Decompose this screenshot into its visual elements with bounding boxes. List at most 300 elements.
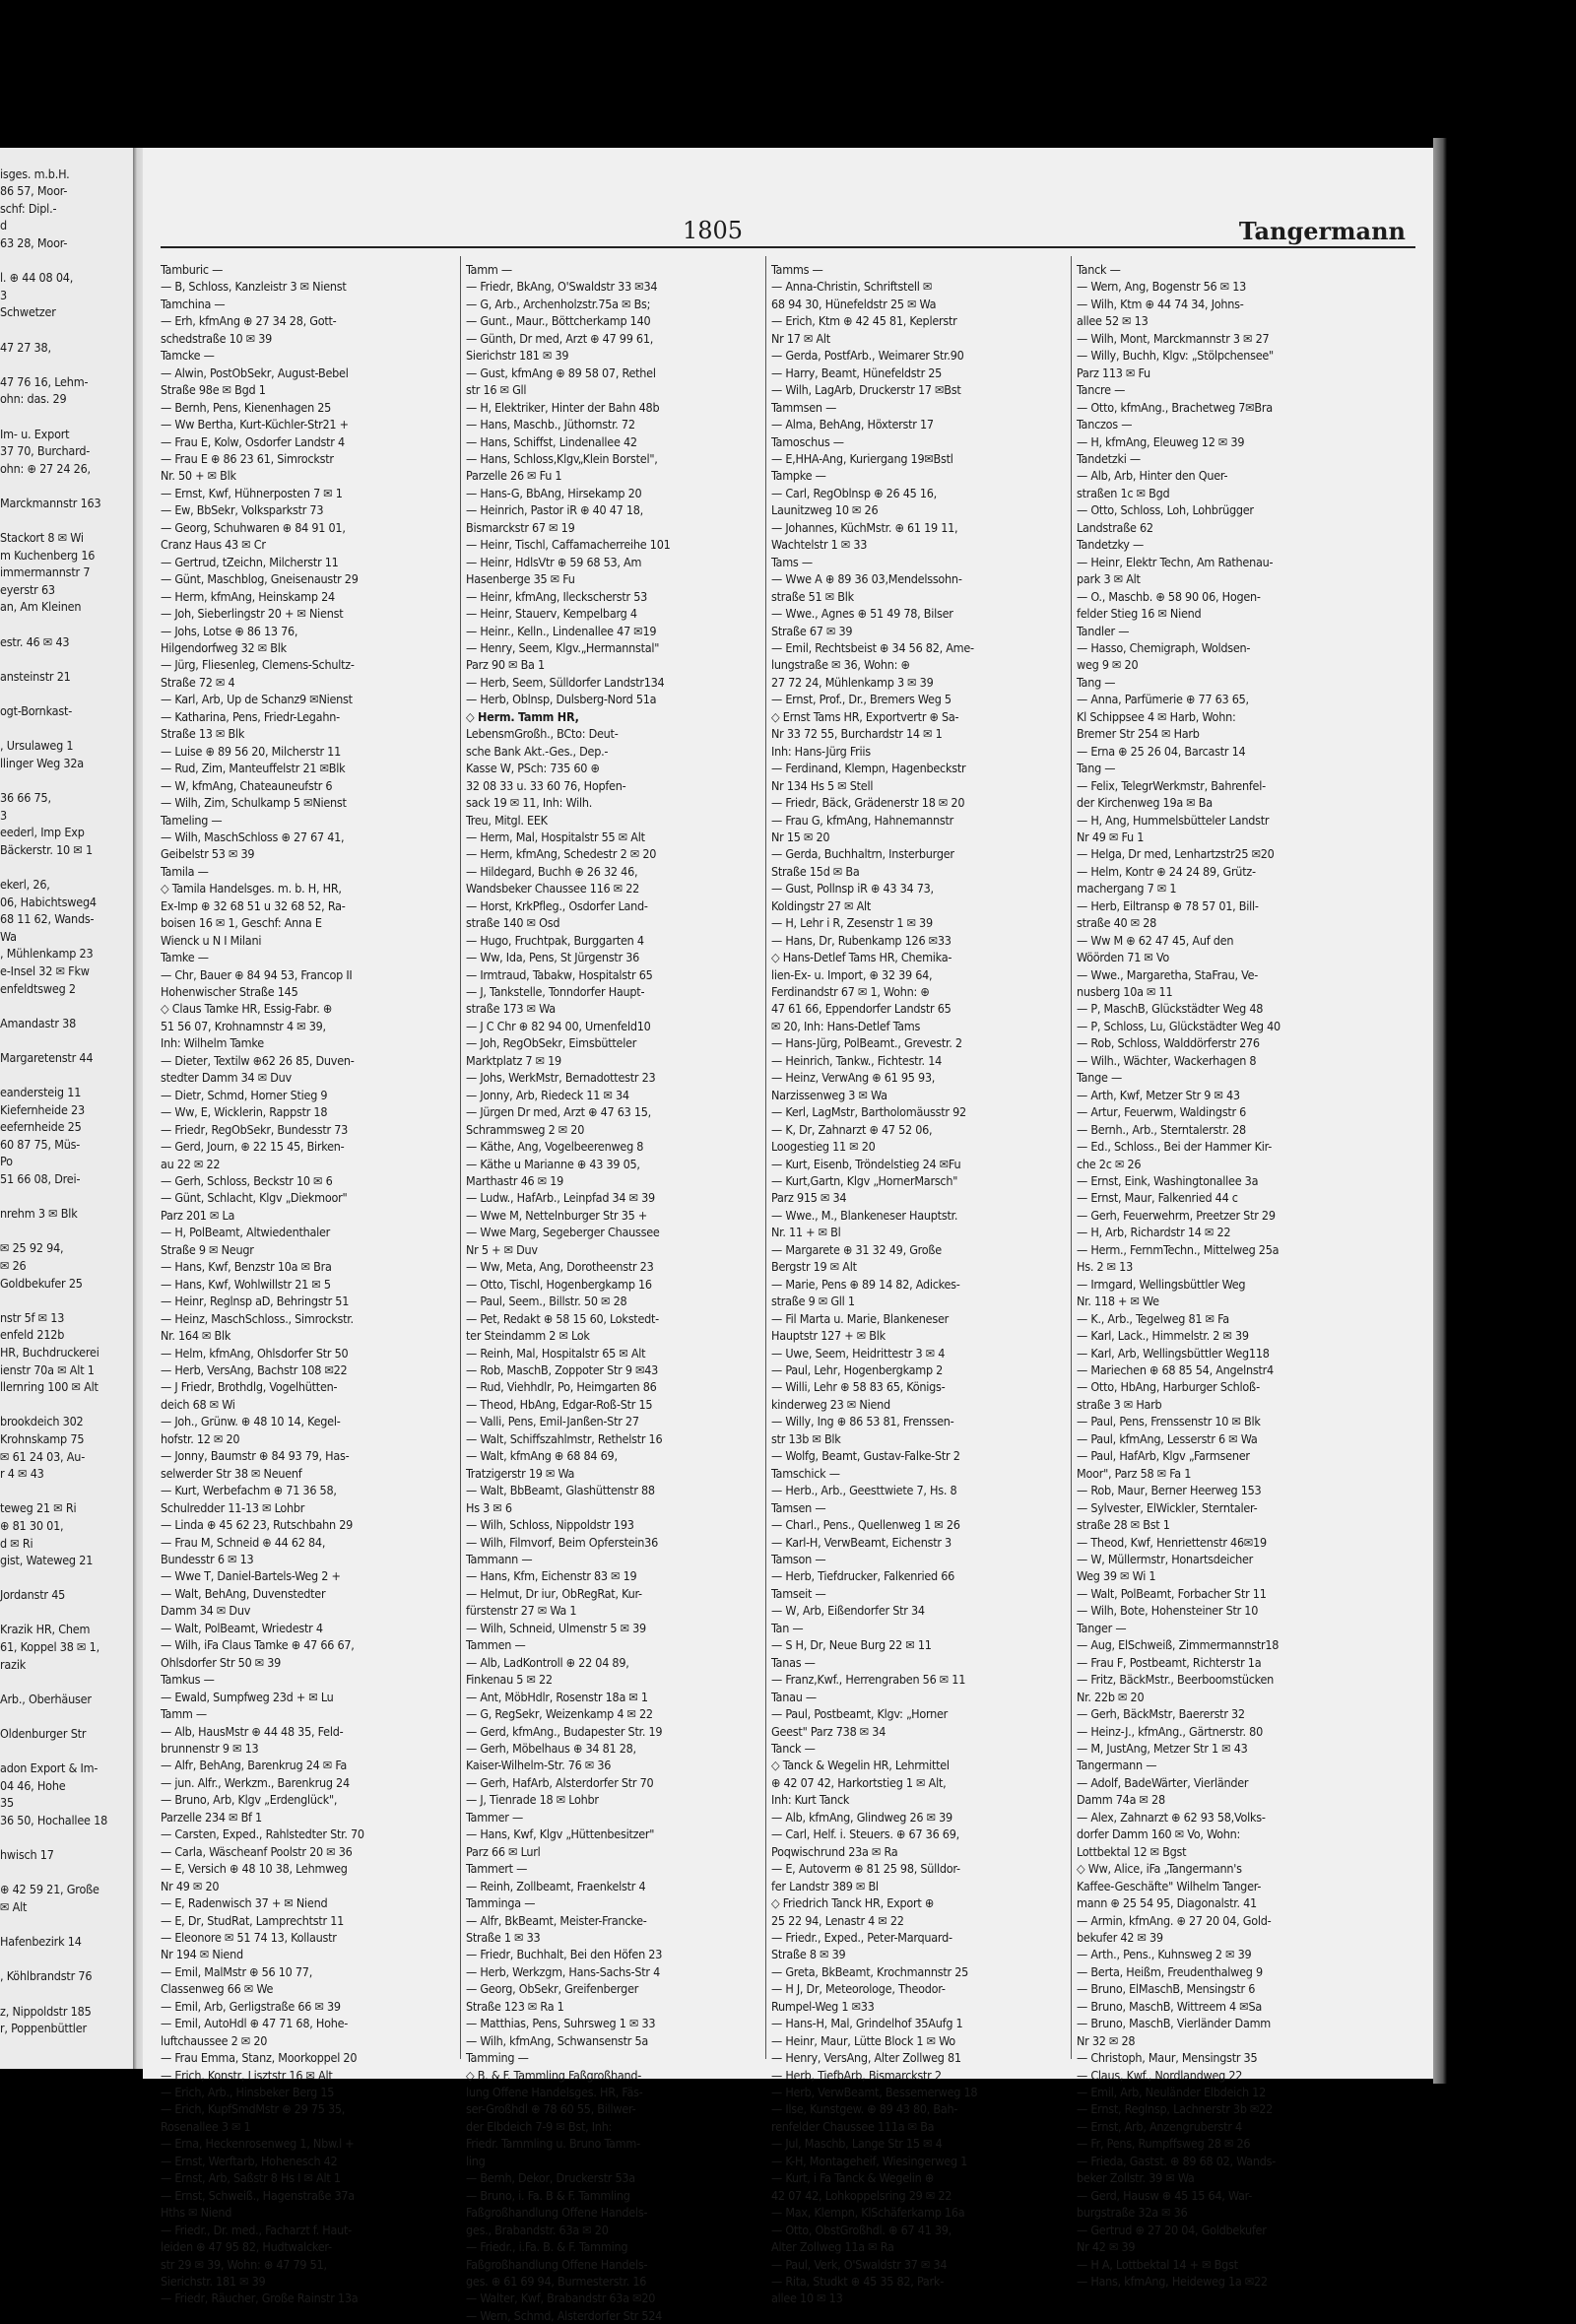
directory-entry: — O., Maschb. ⊕ 58 90 06, Hogen- (1077, 588, 1261, 604)
left-page-line (0, 1707, 133, 1725)
entry-continuation: Straße 67 ✉ 39 (771, 623, 853, 638)
directory-entry: — Walt, PolBeamt, Forbacher Str 11 (1077, 1585, 1267, 1601)
directory-entry: — Ewald, Sumpfweg 23d + ✉ Lu (161, 1689, 334, 1704)
directory-entry: — Artur, Feuerwm, Waldingstr 6 (1077, 1104, 1247, 1120)
entry-continuation: Nr 5 + ✉ Duv (466, 1241, 538, 1257)
entry-continuation: Nr. 50 + ✉ Blk (161, 468, 236, 484)
surname-heading: Tamming — (466, 2050, 529, 2066)
directory-entry: — J C Chr ⊕ 82 94 00, Urnenfeld10 (466, 1018, 651, 1033)
directory-entry: — Ant, MöbHdlr, Rosenstr 18a ✉ 1 (466, 1689, 648, 1704)
directory-entry: — Gerd, Journ, ⊕ 22 15 45, Birken- (161, 1139, 345, 1155)
directory-entry: — Irmgard, Wellingsbüttler Weg (1077, 1276, 1246, 1292)
directory-entry: — Uwe, Seem, Heidrittestr 3 ✉ 4 (771, 1345, 946, 1361)
directory-entry: — Gerh, HafArb, Alsterdorfer Str 70 (466, 1774, 654, 1790)
entry-continuation: Hohenwischer Straße 145 (161, 984, 298, 1000)
directory-entry: — Gerd, kfmAng., Budapester Str. 19 (466, 1723, 663, 1739)
entry-continuation: kinderweg 23 ✉ Niend (771, 1396, 890, 1412)
entry-continuation: Nr 33 72 55, Burchardstr 14 ✉ 1 (771, 726, 943, 742)
left-page-line: Oldenburger Str (0, 1726, 87, 1742)
directory-entry: — Heinr, Stauerv, Kempelbarg 4 (466, 606, 637, 622)
left-page-line (0, 858, 133, 876)
left-page-line: ✉ Alt (0, 1898, 28, 1914)
directory-entry: — Ww Bertha, Kurt-Küchler-Str21 + (161, 417, 349, 432)
directory-entry: — M, JustAng, Metzer Str 1 ✉ 43 (1077, 1740, 1248, 1756)
surname-heading: Tangermann — (1077, 1758, 1157, 1773)
entry-continuation: schedstraße 10 ✉ 39 (161, 330, 273, 346)
left-page-line: 60 87 75, Müs- (0, 1136, 81, 1152)
entry-continuation: Loogestieg 11 ✉ 20 (771, 1139, 876, 1155)
firm-entry: ◇ Tamila Handelsges. m. b. H, HR, (161, 881, 342, 896)
surname-heading: Tamoschus — (771, 433, 844, 449)
left-page-line: razik (0, 1656, 27, 1672)
directory-entry: — Alma, BehAng, Höxterstr 17 (771, 417, 934, 432)
surname-heading: Tandetzky — (1077, 537, 1144, 553)
surname-heading: Tammert — (466, 1861, 528, 1877)
entry-continuation: der Kirchenweg 19a ✉ Ba (1077, 795, 1213, 811)
entry-continuation: Cranz Haus 43 ✉ Cr (161, 537, 266, 553)
directory-entry: — Günt, Schlacht, Klgv „Diekmoor" (161, 1190, 348, 1206)
directory-entry: — Heinz-J., kfmAng., Gärtnerstr. 80 (1077, 1723, 1263, 1739)
directory-entry: — Wilh, Filmvorf, Beim Opferstein36 (466, 1534, 658, 1550)
entry-continuation: Weg 39 ✉ Wi 1 (1077, 1568, 1156, 1584)
directory-entry: — Wwe., Agnes ⊕ 51 49 78, Bilser (771, 606, 953, 622)
directory-entry: — Ernst, Kwf, Hühnerposten 7 ✉ 1 (161, 485, 343, 500)
entry-continuation: LebensmGroßh., BCto: Deut- (466, 726, 619, 742)
directory-entry: — Heinr, Elektr Techn, Am Rathenau- (1077, 554, 1274, 569)
entry-continuation: lung Offene Handelsges. HR, Fäs- (466, 2085, 643, 2100)
entry-continuation: Friedr. Tammling u. Bruno Tamm- (466, 2136, 640, 2152)
directory-entry: — Ernst, Maur, Falkenried 44 c (1077, 1190, 1238, 1206)
directory-entry: — Walter, Kwf, Brabandstr 63a ✉20 (466, 2291, 656, 2306)
surname-heading: Tamm — (466, 262, 512, 277)
directory-entry: — Anna, Parfümerie ⊕ 77 63 65, (1077, 692, 1249, 707)
left-page-line: r, Poppenbüttler (0, 2021, 87, 2036)
directory-entry: — Rud, Viehhdlr, Po, Heimgarten 86 (466, 1379, 657, 1395)
left-page-line: ogt-Bornkast- (0, 703, 73, 718)
entry-continuation: Wöörden 71 ✉ Vo (1077, 950, 1170, 965)
left-page-line: schf: Dipl.- (0, 200, 57, 216)
directory-entry: — Hans, Kwf, Wohlwillstr 21 ✉ 5 (161, 1276, 331, 1292)
left-page-line (0, 1916, 133, 1934)
directory-entry: — Emil, Arb, Neuländer Elbdeich 12 (1077, 2085, 1266, 2100)
entry-continuation: 25 22 94, Lenastr 4 ✉ 22 (771, 1912, 904, 1928)
directory-entry: — H, kfmAng, Eleuweg 12 ✉ 39 (1077, 433, 1245, 449)
firm-entry: ◇ Claus Tamke HR, Essig-Fabr. ⊕ (161, 1001, 333, 1017)
directory-entry: — Paul, Seem., Billstr. 50 ✉ 28 (466, 1294, 627, 1309)
directory-entry: — Heinr, Reglnsp aD, Behringstr 51 (161, 1294, 350, 1309)
directory-entry: — Emil, Rechtsbeist ⊕ 34 56 82, Ame- (771, 639, 974, 655)
directory-entry: — Felix, TelegrWerkmstr, Bahrenfel- (1077, 777, 1266, 793)
directory-entry: — Alb, kfmAng, Glindweg 26 ✉ 39 (771, 1809, 952, 1825)
entry-continuation: beker Zollstr. 39 ✉ Wa (1077, 2170, 1195, 2186)
entry-continuation: Straße 13 ✉ Blk (161, 726, 245, 742)
left-page-line: ⊕ 81 30 01, (0, 1517, 64, 1533)
directory-entry: — Erich, Arb., Hinsbeker Berg 15 (161, 2085, 335, 2100)
directory-entry: — Wilh, LagArb, Druckerstr 17 ✉Bst (771, 382, 961, 398)
entry-continuation: Schrammsweg 2 ✉ 20 (466, 1121, 585, 1137)
directory-entry: — jun. Alfr., Werkzm., Barenkrug 24 (161, 1774, 350, 1790)
directory-entry: — Erich, KupfSmdMstr ⊕ 29 75 35, (161, 2101, 346, 2117)
directory-entry: — H, PolBeamt, Altwiedenthaler (161, 1225, 331, 1240)
left-page-line: Po (0, 1154, 13, 1169)
directory-entry: — Bernh, Pens, Kienenhagen 25 (161, 399, 332, 415)
directory-column-3 (771, 261, 1065, 2306)
directory-entry: — Friedr., i.Fa. B. & F. Tamming (466, 2239, 628, 2255)
directory-entry: — Friedr, RegObSekr, Bundesstr 73 (161, 1121, 348, 1137)
surname-heading: Tandetzki — (1077, 450, 1141, 466)
surname-heading: Tams — (771, 554, 813, 569)
directory-entry: — Adolf, BadeWärter, Vierländer (1077, 1774, 1249, 1790)
directory-entry: — Berta, Heißm, Freudenthalweg 9 (1077, 1963, 1263, 1979)
directory-entry: — W, Arb, Eißendorfer Str 34 (771, 1603, 925, 1619)
entry-continuation: fürstenstr 27 ✉ Wa 1 (466, 1603, 577, 1619)
surname-heading: Tamminga — (466, 1895, 536, 1911)
directory-entry: — Max, Klempn, KlSchäferkamp 16a (771, 2205, 965, 2221)
entry-continuation: allee 52 ✉ 13 (1077, 313, 1149, 329)
directory-entry: — Gertrud ⊕ 27 20 04, Goldbekufer (1077, 2222, 1267, 2237)
directory-entry: — Alfr, BkBeamt, Meister-Francke- (466, 1912, 647, 1928)
left-page-line (0, 1188, 133, 1206)
entry-continuation: Nr 15 ✉ 20 (771, 829, 830, 844)
directory-entry: — Theod, HbAng, Edgar-Roß-Str 15 (466, 1396, 653, 1412)
directory-entry: — P, MaschB, Glückstädter Weg 48 (1077, 1001, 1264, 1017)
directory-entry: — Gerda, PostfArb., Weimarer Str.90 (771, 348, 964, 364)
entry-continuation: Nr 32 ✉ 28 (1077, 2032, 1136, 2048)
left-page-line: Wa (0, 928, 17, 944)
directory-entry: — Fr, Pens, Rumpffsweg 28 ✉ 26 (1077, 2136, 1251, 2152)
entry-continuation: Hs. 2 ✉ 13 (1077, 1259, 1133, 1275)
left-page-line: teweg 21 ✉ Ri (0, 1500, 77, 1516)
entry-continuation: straße 40 ✉ 28 (1077, 915, 1157, 931)
entry-continuation: sche Bank Akt.-Ges., Dep.- (466, 743, 609, 759)
left-page-line: Amandastr 38 (0, 1015, 77, 1030)
left-page-line: llernring 100 ✉ Alt (0, 1379, 98, 1395)
left-page-line (0, 511, 133, 529)
entry-continuation: Hilgendorfweg 32 ✉ Blk (161, 639, 287, 655)
directory-entry: — Wilh, Mont, Marckmannstr 3 ✉ 27 (1077, 330, 1270, 346)
directory-entry: — Marie, Pens ⊕ 89 14 82, Adickes- (771, 1276, 960, 1292)
directory-entry: — Franz,Kwf., Herrengraben 56 ✉ 11 (771, 1672, 966, 1688)
directory-entry: — Charl., Pens., Quellenweg 1 ✉ 26 (771, 1517, 960, 1533)
left-page-line: Goldbekufer 25 (0, 1275, 83, 1291)
entry-continuation: Hauptstr 127 + ✉ Blk (771, 1328, 886, 1344)
surname-heading: Tang — (1077, 761, 1116, 776)
directory-entry: — Reinh, Mal, Hospitalstr 65 ✉ Alt (466, 1345, 646, 1361)
directory-entry: — Heinz, MaschSchloss., Simrockstr. (161, 1310, 354, 1326)
entry-continuation: Hths ✉ Niend (161, 2205, 232, 2221)
directory-entry: — Käthe, Ang, Vogelbeerenweg 8 (466, 1139, 644, 1155)
directory-entry: — Ernst, Werftarb, Hohenesch 42 (161, 2153, 338, 2168)
firm-entry: ◇ Ernst Tams HR, Exportvertr ⊕ Sa- (771, 708, 959, 724)
left-page-line: 86 57, Moor- (0, 183, 68, 199)
directory-entry: — Walt, BehAng, Duvenstedter (161, 1585, 326, 1601)
entry-continuation: Parz 66 ✉ Lurl (466, 1843, 541, 1859)
directory-entry: — Herm, Mal, Hospitalstr 55 ✉ Alt (466, 829, 645, 844)
entry-continuation: Nr. 11 + ✉ Bl (771, 1225, 841, 1240)
directory-entry: — Heinrich, Tankw., Fichtestr. 14 (771, 1052, 943, 1068)
directory-entry: — Jürg, Fliesenleg, Clemens-Schultz- (161, 657, 355, 673)
directory-entry: — Anna-Christin, Schriftstell ✉ (771, 279, 933, 295)
directory-entry: — Theod, Kwf, Henriettenstr 46✉19 (1077, 1534, 1267, 1550)
directory-entry: — Joh, Sieberlingstr 20 + ✉ Nienst (161, 606, 344, 622)
entry-continuation: Kl Schippsee 4 ✉ Harb, Wohn: (1077, 708, 1236, 724)
left-page-line: , Köhlbrandstr 76 (0, 1968, 93, 1984)
entry-continuation: Sierichstr. 181 ✉ 39 (161, 2274, 266, 2290)
directory-entry: — Karl, Arb, Wellingsbüttler Weg118 (1077, 1345, 1270, 1361)
directory-entry: — Jul, Maschb, Lange Str 15 ✉ 4 (771, 2136, 943, 2152)
left-page-line: Stackort 8 ✉ Wi (0, 530, 84, 546)
left-page-line: r 4 ✉ 43 (0, 1466, 44, 1482)
entry-continuation: brunnenstr 9 ✉ 13 (161, 1740, 259, 1756)
surname-heading: Tamchina — (161, 296, 226, 311)
left-page-line: Bäckerstr. 10 ✉ 1 (0, 841, 93, 857)
directory-entry: — Alex, Zahnarzt ⊕ 62 93 58,Volks- (1077, 1809, 1266, 1825)
directory-entry: — Frau M, Schneid ⊕ 44 62 84, (161, 1534, 326, 1550)
left-page-line (0, 1569, 133, 1587)
left-page-line: eandersteig 11 (0, 1085, 82, 1100)
left-page-line (0, 1223, 133, 1240)
surname-heading: Tamseit — (771, 1585, 826, 1601)
directory-entry: — Kurt,Gartn, Klgv „HornerMarsch" (771, 1173, 958, 1189)
entry-continuation: ter Steindamm 2 ✉ Lok (466, 1328, 590, 1344)
left-page-line (0, 1673, 133, 1691)
left-page-line: enfeldtsweg 2 (0, 980, 76, 996)
entry-continuation: Straße 98e ✉ Bgd 1 (161, 382, 266, 398)
surname-heading: Tang — (1077, 674, 1116, 690)
directory-entry: — Erich, Konstr, Lisztstr 16 ✉ Alt (161, 2067, 333, 2083)
directory-entry: — Heinz, VerwAng ⊕ 61 95 93, (771, 1070, 936, 1086)
entry-continuation: Nr 49 ✉ Fu 1 (1077, 829, 1145, 844)
entry-continuation: Nr 49 ✉ 20 (161, 1878, 220, 1893)
directory-entry: — Mariechen ⊕ 68 85 54, Angelnstr4 (1077, 1362, 1274, 1377)
directory-entry: — Heinr, kfmAng, Ileckscherstr 53 (466, 588, 648, 604)
directory-entry: — Alwin, PostObSekr, August-Bebel (161, 365, 349, 380)
directory-entry: — Johannes, KüchMstr. ⊕ 61 19 11, (771, 519, 958, 535)
left-page-line: 36 66 75, (0, 789, 51, 805)
directory-entry: — Wwe M, Nettelnburger Str 35 + (466, 1207, 648, 1223)
surname-heading: Tameling — (161, 812, 223, 828)
entry-continuation: Parz 915 ✉ 34 (771, 1190, 847, 1206)
entry-continuation: allee 10 ✉ 13 (771, 2291, 843, 2306)
directory-entry: — Ernst, Eink, Washingtonallee 3a (1077, 1173, 1259, 1189)
directory-entry: — Gerh, Feuerwehrm, Preetzer Str 29 (1077, 1207, 1276, 1223)
entry-continuation: Damm 34 ✉ Duv (161, 1603, 251, 1619)
left-page-line: 35 (0, 1795, 14, 1811)
directory-entry: — Wilh, kfmAng, Schwansenstr 5a (466, 2032, 649, 2048)
directory-entry: — Bruno, i. Fa. B & F. Tammling (466, 2187, 630, 2203)
directory-entry: — Herb, Oblnsp, Dulsberg-Nord 51a (466, 692, 657, 707)
directory-entry: — Ww, Meta, Ang, Dorotheenstr 23 (466, 1259, 654, 1275)
entry-continuation: burgstraße 32a ✉ 36 (1077, 2205, 1188, 2221)
directory-entry: — Gerda, Buchhaltrn, Insterburger (771, 846, 954, 862)
entry-continuation: Straße 8 ✉ 39 (771, 1947, 846, 1962)
surname-heading: Tanck — (771, 1740, 816, 1756)
directory-entry: — Rob, Maur, Berner Heerweg 153 (1077, 1483, 1262, 1498)
directory-entry: — Joh., Grünw. ⊕ 48 10 14, Kegel- (161, 1414, 341, 1429)
directory-entry: — Alb, LadKontroll ⊕ 22 04 89, (466, 1654, 629, 1670)
directory-entry: — Willy, Ing ⊕ 86 53 81, Frenssen- (771, 1414, 954, 1429)
directory-entry: — Irmtraud, Tabakw, Hospitalstr 65 (466, 966, 653, 982)
surname-heading: Tamsen — (771, 1499, 826, 1515)
left-page-line (0, 321, 133, 339)
directory-entry: — Ed., Schloss., Bei der Hammer Kir- (1077, 1139, 1273, 1155)
directory-entry: — Claus, Kwf., Nordlandweg 22 (1077, 2067, 1243, 2083)
directory-entry: — Paul, Lehr, Hogenbergkamp 2 (771, 1362, 944, 1377)
directory-entry: — Kurt, Eisenb, Tröndelstieg 24 ✉Fu (771, 1156, 961, 1171)
left-page-line: Marckmannstr 163 (0, 495, 101, 510)
directory-entry: — Hans-H, Mal, Grindelhof 35Aufg 1 (771, 2016, 963, 2031)
directory-entry: — Kurt, Werbefachm ⊕ 71 36 58, (161, 1483, 337, 1498)
surname-heading: Tammen — (466, 1637, 526, 1653)
left-page-line: Margaretenstr 44 (0, 1049, 94, 1065)
directory-entry: — K., Arb., Tegelweg 81 ✉ Fa (1077, 1310, 1229, 1326)
directory-entry: — Frau E, Kolw, Osdorfer Landstr 4 (161, 433, 345, 449)
firm-entry: ◇ Hans-Detlef Tams HR, Chemika- (771, 950, 952, 965)
directory-entry: — Willi, Lehr ⊕ 58 83 65, Königs- (771, 1379, 946, 1395)
entry-continuation: Wienck u N I Milani (161, 932, 262, 948)
firm-entry: ◇ Ww, Alice, iFa „Tangermann's (1077, 1861, 1242, 1877)
left-page-line (0, 477, 133, 495)
entry-continuation: straße 28 ✉ Bst 1 (1077, 1517, 1170, 1533)
directory-entry: — Helm, Kontr ⊕ 24 24 89, Grütz- (1077, 863, 1256, 879)
entry-continuation: au 22 ✉ 22 (161, 1156, 221, 1171)
left-page-line (0, 1604, 133, 1622)
directory-entry: — Arth., Pens., Kuhnsweg 2 ✉ 39 (1077, 1947, 1252, 1962)
directory-entry: — Wwe., Margaretha, StaFrau, Ve- (1077, 966, 1259, 982)
directory-entry: — Margarete ⊕ 31 32 49, Große (771, 1241, 942, 1257)
left-page-line: ✉ 25 92 94, (0, 1240, 64, 1256)
entry-continuation: Straße 1 ✉ 33 (466, 1929, 541, 1945)
directory-entry: — Friedr, Räucher, Große Rainstr 13a (161, 2291, 359, 2306)
entry-continuation: bekufer 42 ✉ 39 (1077, 1929, 1163, 1945)
entry-continuation: Poqwischrund 23a ✉ Ra (771, 1843, 898, 1859)
surname-heading: Tange — (1077, 1070, 1122, 1086)
directory-entry: — Alb, HausMstr ⊕ 44 48 35, Feld- (161, 1723, 344, 1739)
left-page-line (0, 650, 133, 668)
entry-continuation: park 3 ✉ Alt (1077, 571, 1141, 587)
directory-entry: — Wilh, Ktm ⊕ 44 74 34, Johns- (1077, 296, 1244, 311)
left-page-line: enfeld 212b (0, 1327, 65, 1343)
firm-entry: ◇ B. & F. Tammling Faßgroßhand- (466, 2067, 642, 2083)
directory-entry: — Jürgen Dr med, Arzt ⊕ 47 63 15, (466, 1104, 652, 1120)
directory-entry: — Christoph, Maur, Mensingstr 35 (1077, 2050, 1258, 2066)
entry-continuation: lungstraße ✉ 36, Wohn: ⊕ (771, 657, 910, 673)
left-page-line (0, 1292, 133, 1309)
left-page-line: estr. 46 ✉ 43 (0, 633, 70, 649)
directory-entry: — Hans, Schloss,Klgv„Klein Borstel", (466, 450, 658, 466)
entry-continuation: boisen 16 ✉ 1, Geschf: Anna E (161, 915, 322, 931)
directory-entry: — E,HHA-Ang, Kuriergang 19✉Bstl (771, 450, 953, 466)
entry-continuation: Marthastr 46 ✉ 19 (466, 1173, 564, 1189)
surname-heading: Tammsen — (771, 399, 837, 415)
entry-continuation: straßen 1c ✉ Bgd (1077, 485, 1170, 500)
directory-entry: — Reinh, Zollbeamt, Fraenkelstr 4 (466, 1878, 646, 1893)
directory-entry: — Erna ⊕ 25 26 04, Barcastr 14 (1077, 743, 1246, 759)
left-page-line: eyerstr 63 (0, 581, 55, 597)
book-gutter (133, 148, 143, 2069)
directory-entry: — Frieda, Gastst. ⊕ 89 68 02, Wands- (1077, 2153, 1277, 2168)
directory-entry: — Alfr, BehAng, Barenkrug 24 ✉ Fa (161, 1758, 348, 1773)
directory-entry: — Chr, Bauer ⊕ 84 94 53, Francop II (161, 966, 353, 982)
entry-continuation: felder Stieg 16 ✉ Niend (1077, 606, 1202, 622)
left-page-line: eefernheide 25 (0, 1119, 82, 1135)
directory-entry: — Aug, ElSchweiß, Zimmermannstr18 (1077, 1637, 1280, 1653)
directory-entry: — Walt, kfmAng ⊕ 68 84 69, (466, 1448, 618, 1464)
entry-continuation: Straße 9 ✉ Neugr (161, 1241, 254, 1257)
entry-continuation: deich 68 ✉ Wi (161, 1396, 235, 1412)
left-page-line (0, 997, 133, 1015)
entry-continuation: lien-Ex- u. Import, ⊕ 32 39 64, (771, 966, 933, 982)
left-page-line: ⊕ 42 59 21, Große (0, 1882, 99, 1897)
directory-entry: — Ww M ⊕ 62 47 45, Auf den (1077, 932, 1234, 948)
entry-continuation: Landstraße 62 (1077, 519, 1153, 535)
directory-entry: — Greta, BkBeamt, Krochmannstr 25 (771, 1963, 969, 1979)
surname-heading: Tan — (771, 1620, 804, 1635)
entry-continuation: Hasenberge 35 ✉ Fu (466, 571, 575, 587)
directory-entry: — Dietr, Schmd, Horner Stieg 9 (161, 1087, 328, 1102)
left-page-line: gist, Wateweg 21 (0, 1553, 94, 1568)
entry-continuation: Straße 15d ✉ Ba (771, 863, 860, 879)
left-page-line: 47 27 38, (0, 339, 51, 355)
directory-entry: — Fritz, BäckMstr., Beerboomstücken (1077, 1672, 1275, 1688)
entry-continuation: ser-Großhdl ⊕ 78 60 55, Billwer- (466, 2101, 636, 2117)
entry-continuation: Parz 113 ✉ Fu (1077, 365, 1150, 380)
entry-continuation: Bismarckstr 67 ✉ 19 (466, 519, 575, 535)
surname-heading: Tandler — (1077, 623, 1130, 638)
directory-entry: — Ww, Ida, Pens, St Jürgenstr 36 (466, 950, 640, 965)
entry-continuation: Ferdinandstr 67 ✉ 1, Wohn: ⊕ (771, 984, 930, 1000)
directory-entry: — Otto, kfmAng., Brachetweg 7✉Bra (1077, 399, 1273, 415)
left-page-line: e-Insel 32 ✉ Fkw (0, 963, 90, 978)
directory-entry: — Ferdinand, Klempn, Hagenbeckstr (771, 761, 966, 776)
left-page-line (0, 616, 133, 633)
directory-entry: — Ernst, Schweiß., Hagenstraße 37a (161, 2187, 355, 2203)
surname-heading: Tanczos — (1077, 417, 1133, 432)
directory-entry: — Willy, Buchh, Klgv: „Stölpchensee" (1077, 348, 1274, 364)
directory-entry: — Carl, Helf. i. Steuers. ⊕ 67 36 69, (771, 1826, 959, 1842)
directory-entry: — Kurt, i Fa Tanck & Wegelin ⊕ (771, 2170, 935, 2186)
directory-entry: — Rud, Zim, Manteuffelstr 21 ✉Blk (161, 761, 346, 776)
directory-entry: — Hans, Kwf, Klgv „Hüttenbesitzer" (466, 1826, 655, 1842)
left-page-line: 3 (0, 807, 7, 823)
left-page-line: ohn: ⊕ 27 24 26, (0, 460, 91, 476)
directory-entry: — Heinr., Kelln., Lindenallee 47 ✉19 (466, 623, 657, 638)
directory-entry: — Walt, PolBeamt, Wriedestr 4 (161, 1620, 323, 1635)
entry-continuation: Parz 90 ✉ Ba 1 (466, 657, 545, 673)
directory-entry: — Walt, BbBeamt, Glashüttenstr 88 (466, 1483, 655, 1498)
entry-continuation: Moor", Parz 58 ✉ Fa 1 (1077, 1465, 1192, 1481)
entry-continuation: Finkenau 5 ✉ 22 (466, 1672, 553, 1688)
entry-continuation: Koldingstr 27 ✉ Alt (771, 897, 872, 913)
left-page-line: l. ⊕ 44 08 04, (0, 270, 74, 286)
entry-continuation: sack 19 ✉ 11, Inh: Wilh. (466, 795, 593, 811)
directory-entry: — E, Radenwisch 37 + ✉ Niend (161, 1895, 328, 1911)
entry-continuation: Ohlsdorfer Str 50 ✉ 39 (161, 1654, 282, 1670)
entry-continuation: Nr 17 ✉ Alt (771, 330, 830, 346)
directory-entry: — Harry, Beamt, Hünefeldstr 25 (771, 365, 943, 380)
entry-continuation: Hs 3 ✉ 6 (466, 1499, 512, 1515)
left-page-line: Im- u. Export (0, 426, 70, 441)
column-divider (460, 256, 461, 2059)
entry-continuation: straße 173 ✉ Wa (466, 1001, 556, 1017)
directory-entry: — Ernst, Arb, Saßstr 8 Hs I ✉ Alt 1 (161, 2170, 341, 2186)
surname-heading: Tamkus — (161, 1672, 215, 1688)
left-page-line: nrehm 3 ✉ Blk (0, 1206, 78, 1222)
directory-entry: — Erh, kfmAng ⊕ 27 34 28, Gott- (161, 313, 337, 329)
entry-continuation: der Elbdeich 7-9 ✉ Bst, Inh: (466, 2118, 613, 2134)
directory-entry: — Rob, Schloss, Walddörferstr 276 (1077, 1035, 1260, 1051)
left-page-line: 3 (0, 287, 7, 302)
